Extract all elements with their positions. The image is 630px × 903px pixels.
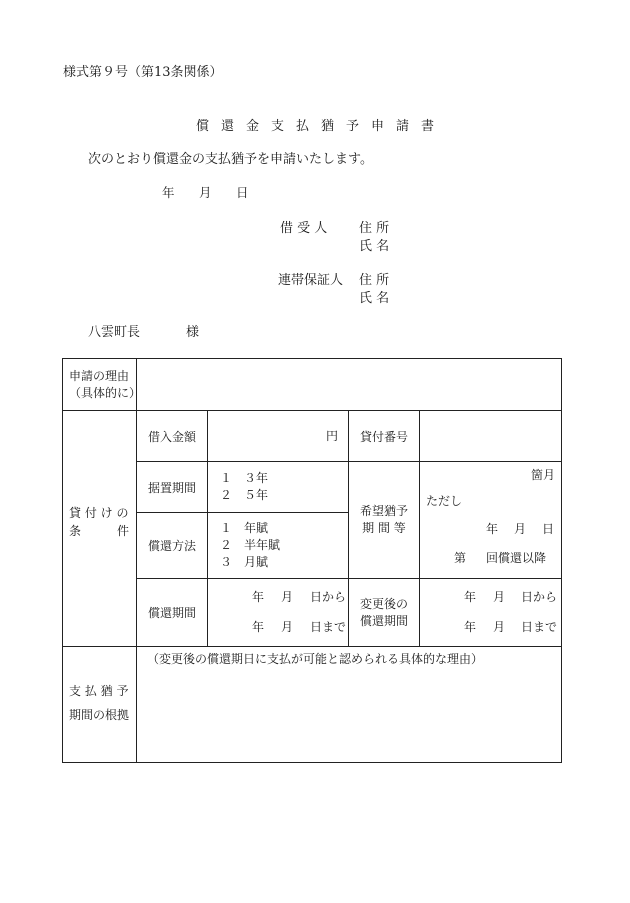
loan-amount-label <box>137 411 208 462</box>
loan-number-text: 貸付番号 <box>359 429 408 444</box>
period-to-suffix: 日まで <box>310 620 347 634</box>
period-to-month: 月 <box>281 620 294 634</box>
repayment-period-text: 償還期間 <box>147 606 196 620</box>
changed-period-label <box>349 579 420 647</box>
addressee-name: 八雲町長 <box>88 325 141 340</box>
desired-grace-text: 希望猶予 <box>359 504 408 518</box>
desired-year-unit: 年 <box>486 522 499 536</box>
guarantor-address-label: 住 所 <box>359 273 390 288</box>
changed-to-month: 月 <box>493 620 506 634</box>
changed-to-suffix: 日まで <box>521 620 558 634</box>
borrower-label: 借 受 人 <box>280 221 328 236</box>
grace-option-3-years: １ ３年 <box>220 471 269 485</box>
date-day: 日 <box>236 185 249 200</box>
desired-grace-field[interactable] <box>420 462 562 579</box>
changed-period-subtext: 償還期間 <box>359 613 408 628</box>
date-year: 年 <box>162 185 175 200</box>
changed-from-year: 年 <box>464 590 477 604</box>
borrower-address-label: 住 所 <box>359 221 390 236</box>
guarantor-name-label: 氏 名 <box>359 291 390 306</box>
loan-number-field[interactable] <box>420 411 562 462</box>
installment-suffix: 回償還以降 <box>486 551 547 565</box>
desired-grace-subtext: 期 間 等 <box>362 521 406 535</box>
period-to-year: 年 <box>252 620 265 634</box>
period-from-month: 月 <box>281 590 294 604</box>
changed-to-year: 年 <box>464 620 477 634</box>
basis-note: （変更後の償還期日に支払が可能と認められる具体的な理由） <box>147 652 484 666</box>
method-option-monthly: ３ 月賦 <box>220 555 269 569</box>
reason-label-cell <box>63 359 142 411</box>
conditions-label: 貸 付 け の <box>69 506 129 520</box>
date-month: 月 <box>199 185 212 200</box>
changed-from-month: 月 <box>493 590 506 604</box>
basis-sublabel: 期間の根拠 <box>69 708 130 722</box>
basis-label-cell <box>63 647 137 763</box>
loan-amount-field[interactable] <box>208 411 349 462</box>
conditions-sublabel: 条 件 <box>69 524 130 538</box>
changed-from-suffix: 日から <box>521 590 558 604</box>
repayment-method-label <box>137 513 208 579</box>
form-number: 様式第９号（第13条関係） <box>63 65 223 80</box>
repayment-method-text: 償還方法 <box>147 539 196 553</box>
loan-number-label <box>349 411 420 462</box>
basis-field[interactable] <box>137 647 562 763</box>
grace-period-options[interactable] <box>208 462 349 513</box>
application-table <box>62 358 562 763</box>
grace-period-text: 据置期間 <box>147 480 196 495</box>
reason-label: 申請の理由 <box>69 368 130 383</box>
yen-unit: 円 <box>325 429 338 443</box>
reason-sublabel: （具体的に） <box>69 385 142 400</box>
intro-text: 次のとおり償還金の支払猶予を申請いたします。 <box>88 152 373 167</box>
conditions-label-cell <box>63 411 137 647</box>
method-option-annual: １ 年賦 <box>220 521 269 535</box>
proviso-text: ただし <box>426 494 463 508</box>
guarantor-label: 連帯保証人 <box>278 273 344 288</box>
repayment-method-options[interactable] <box>208 513 349 579</box>
repayment-period-label <box>137 579 208 647</box>
period-from-year: 年 <box>252 590 265 604</box>
loan-amount-text: 借入金額 <box>147 429 196 444</box>
changed-period-field[interactable] <box>420 579 562 647</box>
desired-month-unit: 月 <box>514 522 527 536</box>
grace-period-label <box>137 462 208 513</box>
changed-period-text: 変更後の <box>359 596 408 611</box>
borrower-name-label: 氏 名 <box>359 239 390 254</box>
addressee-honorific: 様 <box>186 325 200 340</box>
grace-option-5-years: ２ ５年 <box>220 488 269 502</box>
document-title: 償還金支払猶予申請書 <box>195 119 446 134</box>
reason-field[interactable] <box>137 359 562 411</box>
period-from-suffix: 日から <box>310 590 347 604</box>
repayment-period-field[interactable] <box>208 579 349 647</box>
basis-label: 支 払 猶 予 <box>69 684 129 698</box>
method-option-semiannual: ２ 半年賦 <box>220 538 281 552</box>
installment-prefix: 第 <box>454 551 467 565</box>
desired-grace-label <box>349 462 420 579</box>
months-unit: 箇月 <box>531 468 556 482</box>
desired-day-unit: 日 <box>542 522 555 536</box>
